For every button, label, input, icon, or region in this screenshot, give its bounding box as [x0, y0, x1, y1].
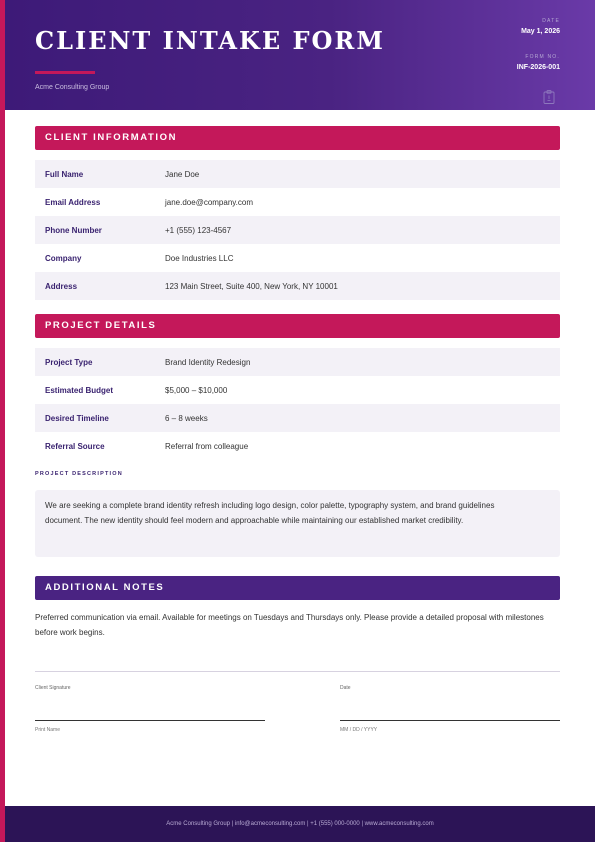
table-row	[35, 404, 560, 432]
print-name-label: Print Name	[35, 727, 61, 733]
additional-notes-heading: ADDITIONAL NOTES	[35, 576, 560, 600]
table-row	[35, 348, 560, 376]
date-format-hint: MM / DD / YYYY	[340, 727, 378, 733]
form-title: CLIENT INTAKE FORM	[35, 26, 385, 55]
field-label: Desired Timeline	[45, 413, 109, 423]
client-signature-line[interactable]	[35, 720, 265, 721]
organization-name: Acme Consulting Group	[35, 84, 110, 91]
table-row	[35, 272, 560, 300]
field-label: Project Type	[45, 357, 93, 367]
client-signature-label: Client Signature	[35, 685, 71, 691]
additional-notes-text: Preferred communication via email. Available for meetings on Tuesdays and Thursdays only. Please provide a detailed proposal with milestones before work begins.	[35, 613, 544, 637]
field-label: Phone Number	[45, 225, 102, 235]
project-description-heading: PROJECT DESCRIPTION	[35, 471, 123, 477]
field-label: Email Address	[45, 197, 101, 207]
date-label: DATE	[542, 18, 560, 24]
field-label: Company	[45, 253, 82, 263]
table-row	[35, 244, 560, 272]
field-value: 123 Main Street, Suite 400, New York, NY 10001	[165, 281, 338, 291]
project-details-table	[35, 348, 560, 460]
field-value: Referral from colleague	[165, 441, 249, 451]
form-number-meta	[517, 54, 560, 71]
field-value: $5,000 – $10,000	[165, 385, 228, 395]
project-description-box	[35, 490, 560, 557]
signature-date-line[interactable]	[340, 720, 560, 721]
field-value: jane.doe@company.com	[165, 197, 254, 207]
section-divider	[35, 671, 560, 672]
table-row	[35, 376, 560, 404]
date-value: May 1, 2026	[521, 28, 560, 35]
project-description-text: We are seeking a complete brand identity refresh including logo design, color palette, typography system, and brand guidelines document. The new identity should feel modern and approachable while maintaining our established market credibility.	[45, 501, 495, 525]
field-value: Doe Industries LLC	[165, 253, 234, 263]
field-label: Estimated Budget	[45, 385, 114, 395]
table-row	[35, 188, 560, 216]
project-details-heading: PROJECT DETAILS	[35, 314, 560, 338]
client-information-table	[35, 160, 560, 300]
signature-date-label: Date	[340, 685, 351, 691]
form-header	[5, 0, 595, 110]
field-value: Brand Identity Redesign	[165, 357, 251, 367]
field-value: 6 – 8 weeks	[165, 413, 208, 423]
table-row	[35, 432, 560, 460]
field-label: Full Name	[45, 169, 84, 179]
form-number-label: FORM NO.	[525, 54, 560, 60]
page-footer: Acme Consulting Group | info@acmeconsulting.com | +1 (555) 000-0000 | www.acmeconsulting.com	[5, 806, 595, 842]
field-value: Jane Doe	[165, 169, 200, 179]
field-label: Referral Source	[45, 441, 105, 451]
date-meta	[521, 18, 560, 35]
title-underline	[35, 71, 95, 74]
field-value: +1 (555) 123-4567	[165, 225, 232, 235]
field-label: Address	[45, 281, 78, 291]
clipboard-icon	[543, 90, 555, 104]
table-row	[35, 160, 560, 188]
table-row	[35, 216, 560, 244]
left-accent-stripe	[0, 0, 5, 842]
form-number-value: INF-2026-001	[516, 64, 560, 71]
client-information-heading: CLIENT INFORMATION	[35, 126, 560, 150]
